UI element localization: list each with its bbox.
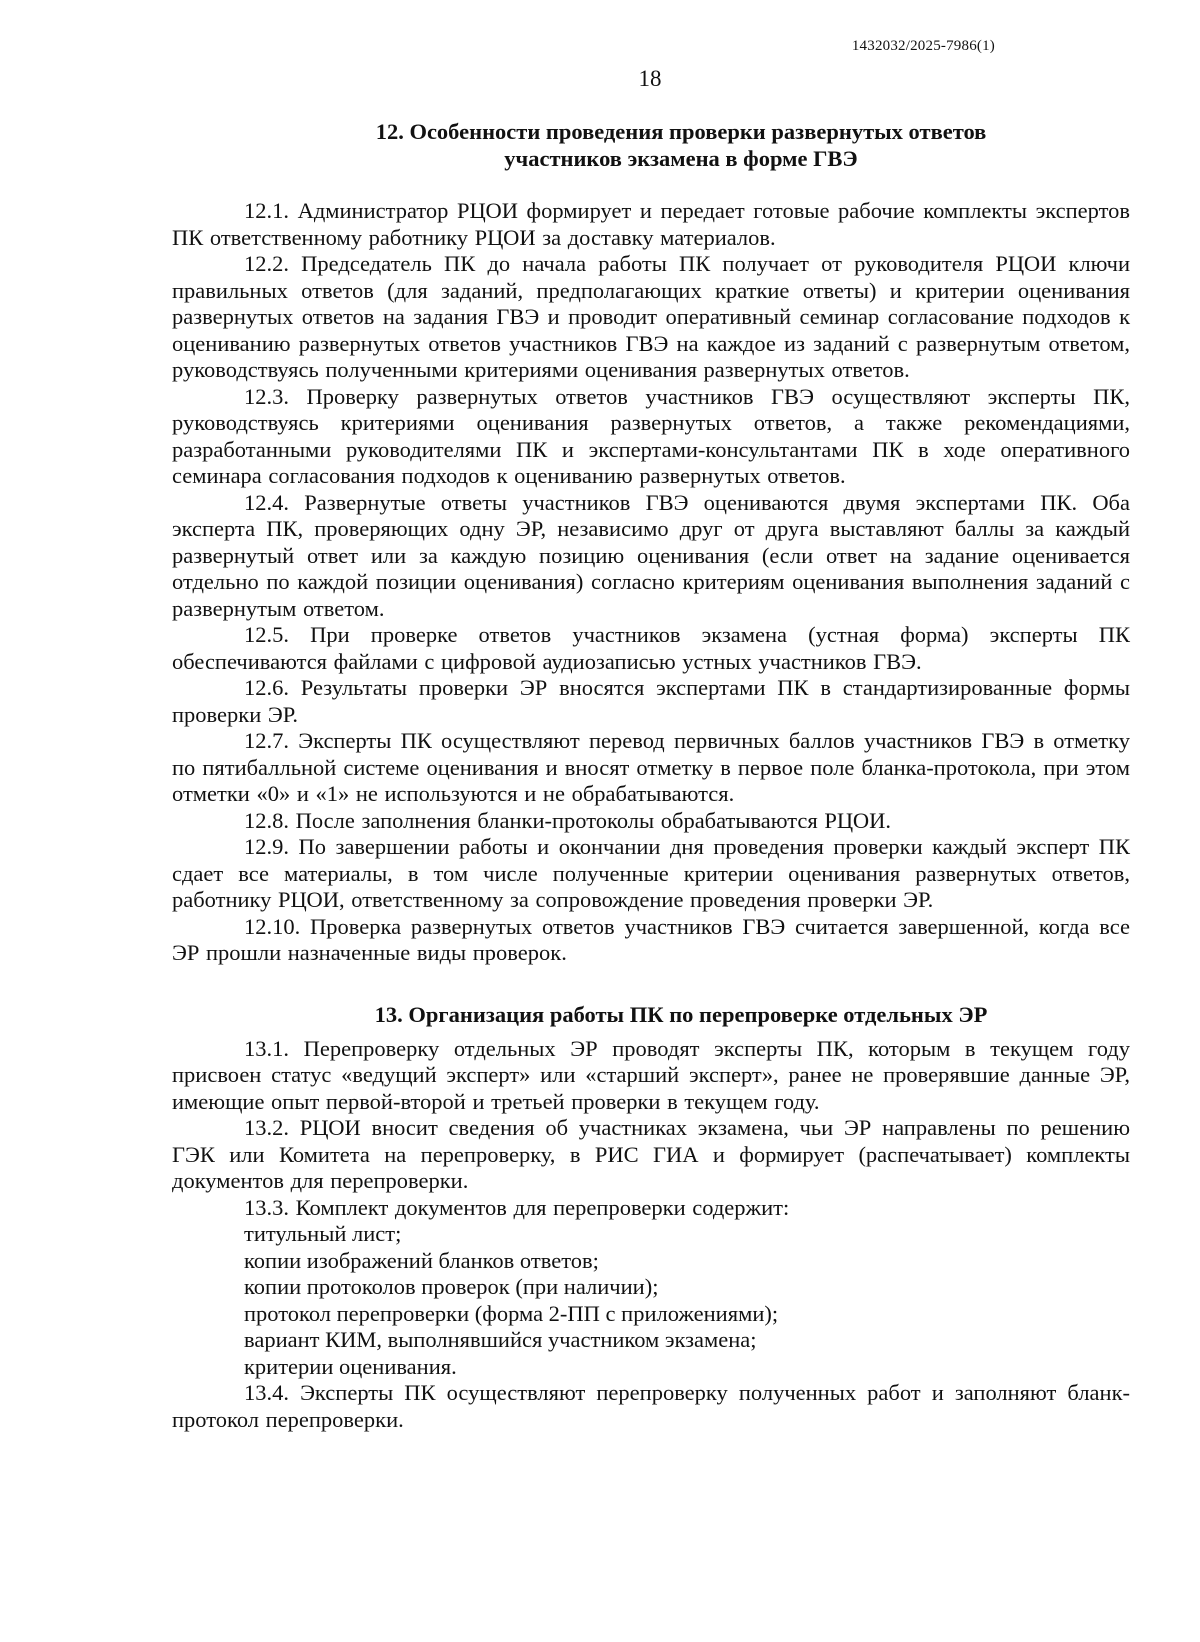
page-number: 18 [638, 66, 662, 91]
paragraph-12-5: 12.5. При проверке ответов участников экзамена (устная форма) эксперты ПК обеспечиваются файлами с цифровой аудиозаписью устных участников ГВЭ. [172, 622, 1130, 674]
section-13-body [172, 1036, 1130, 1434]
list-item: копии изображений бланков ответов; [244, 1247, 599, 1273]
list-item: титульный лист; [244, 1221, 402, 1246]
section-12-title-line1: 12. Особенности проведения проверки развернутых ответов [375, 119, 987, 144]
section-12-body [172, 198, 1130, 967]
paragraph-12-8: 12.8. После заполнения бланки-протоколы обрабатываются РЦОИ. [244, 807, 891, 833]
section-13-title: 13. Организация работы ПК по перепроверке отдельных ЭР [374, 1001, 988, 1027]
paragraph-12-10: 12.10. Проверка развернутых ответов участников ГВЭ считается завершенной, когда все ЭР прошли назначенные виды проверок. [172, 913, 1130, 965]
paragraph-13-2: 13.2. РЦОИ вносит сведения об участниках экзамена, чьи ЭР направлены по решению ГЭК или Комитета на перепроверку, в РИС ГИА и формирует (распечатывает) комплекты документов для перепроверки. [172, 1115, 1130, 1193]
paragraph-12-1: 12.1. Администратор РЦОИ формирует и передает готовые рабочие комплекты экспертов ПК ответственному работнику РЦОИ за доставку материалов. [172, 198, 1130, 250]
list-item: критерии оценивания. [244, 1353, 457, 1379]
paragraph-12-6: 12.6. Результаты проверки ЭР вносятся экспертами ПК в стандартизированные формы проверки ЭР. [172, 675, 1130, 727]
list-item: копии протоколов проверок (при наличии); [244, 1274, 659, 1299]
page-content [172, 118, 1130, 1433]
paragraph-12-9: 12.9. По завершении работы и окончании дня проведения проверки каждый эксперт ПК сдает все материалы, в том числе полученные критерии оценивания развернутых ответов, работнику РЦОИ, ответственному за сопровождение проведения проверки ЭР. [172, 834, 1130, 912]
paragraph-13-4: 13.4. Эксперты ПК осуществляют перепроверку полученных работ и заполняют бланк-протокол перепроверки. [172, 1380, 1130, 1432]
section-12-title [172, 118, 1130, 172]
paragraph-12-7: 12.7. Эксперты ПК осуществляют перевод первичных баллов участников ГВЭ в отметку по пятибалльной системе оценивания и вносят отметку в первое поле бланка-протокола, при этом отметки «0» и «1» не используются и не обрабатываются. [172, 728, 1130, 806]
paragraph-13-1: 13.1. Перепроверку отдельных ЭР проводят эксперты ПК, которым в текущем году присвоен статус «ведущий эксперт» или «старший эксперт», ранее не проверявшие данные ЭР, имеющие опыт первой-второй и третьей проверки в текущем году. [172, 1035, 1130, 1114]
list-item: вариант КИМ, выполнявшийся участником экзамена; [244, 1327, 757, 1352]
paragraph-12-4: 12.4. Развернутые ответы участников ГВЭ оцениваются двумя экспертами ПК. Оба эксперта ПК, проверяющих одну ЭР, независимо друг от друга выставляют баллы за каждый развернутый ответ или за каждую позицию оценивания (если ответ на задание оценивается отдельно по каждой позиции оценивания) согласно критериям оценивания выполнения заданий с развернутым ответом. [172, 489, 1130, 621]
paragraph-12-3: 12.3. Проверку развернутых ответов участников ГВЭ осуществляют эксперты ПК, руководствуясь критериями оценивания развернутых ответов, а также рекомендациями, разработанными руководителями ПК и экспертами-консультантами ПК в ходе оперативного семинара согласования подходов к оцениванию развернутых ответов. [172, 383, 1130, 488]
list-item: протокол перепроверки (форма 2-ПП с приложениями); [244, 1300, 779, 1326]
paragraph-13-3: 13.3. Комплект документов для перепроверки содержит: [244, 1194, 790, 1220]
section-12-title-line2: участников экзамена в форме ГВЭ [504, 146, 858, 171]
document-id: 1432032/2025-7986(1) [851, 38, 995, 54]
paragraph-12-2: 12.2. Председатель ПК до начала работы ПК получает от руководителя РЦОИ ключи правильных ответов (для заданий, предполагающих краткие ответы) и критерии оценивания развернутых ответов на задания ГВЭ и проводит оперативный семинар согласование подходов к оцениванию развернутых ответов участников ГВЭ на каждое из заданий с развернутым ответом, руководствуясь полученными критериями оценивания развернутых ответов. [172, 251, 1130, 382]
document-kit-list [172, 1221, 1130, 1380]
